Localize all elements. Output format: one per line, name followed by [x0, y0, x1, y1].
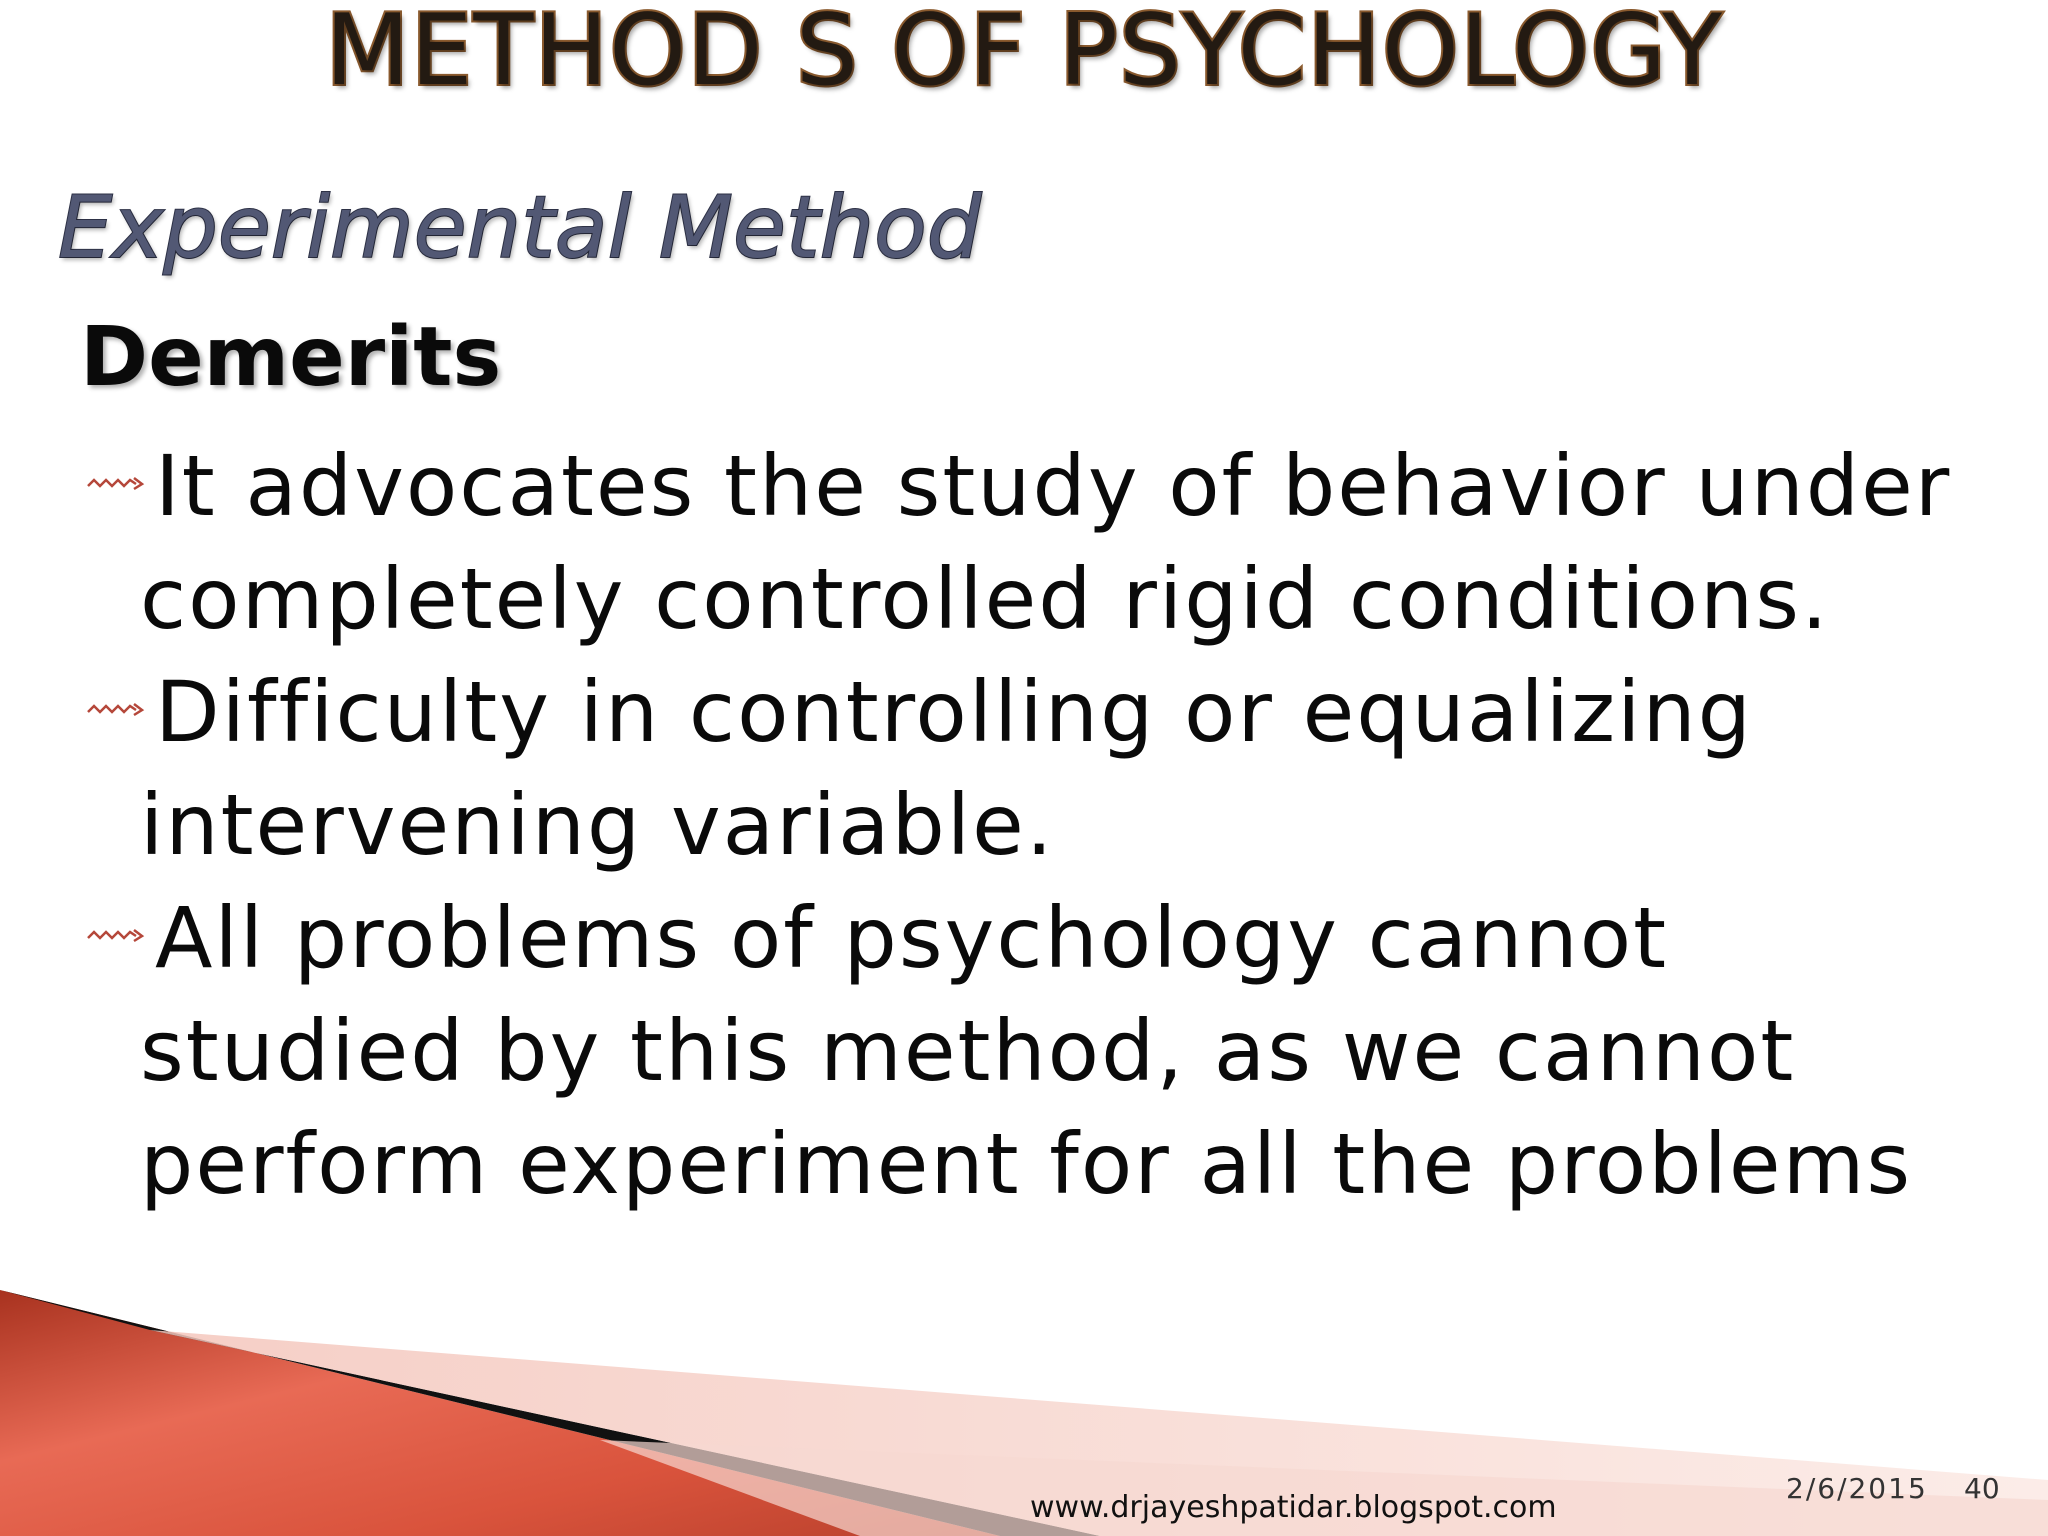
bullet-item: [0, 656, 2048, 882]
squiggle-arrow-icon: [86, 694, 148, 724]
bullet-text-line: All problems of psychology cannot: [155, 889, 1669, 987]
bullet-item: [0, 430, 2048, 656]
slide-subtitle: Experimental Method: [58, 178, 982, 278]
bullet-text-line: It advocates the study of behavior under: [155, 437, 1952, 535]
bullet-text-line: studied by this method, as we cannot: [140, 1002, 1796, 1100]
footer-decoration: [0, 1290, 2048, 1536]
slide-title: METHOD S OF PSYCHOLOGY: [324, 0, 1724, 108]
bullet-text-line: intervening variable.: [140, 776, 1055, 874]
squiggle-arrow-icon: [86, 468, 148, 498]
bullet-item: [0, 882, 2048, 1221]
section-heading: Demerits: [80, 310, 502, 405]
page-number: 40: [1964, 1472, 2000, 1505]
bullet-text-line: Difficulty in controlling or equalizing: [155, 663, 1753, 761]
footer-date: 2/6/2015: [1786, 1472, 1928, 1505]
footer-url[interactable]: www.drjayeshpatidar.blogspot.com: [1030, 1490, 1557, 1525]
squiggle-arrow-icon: [86, 920, 148, 950]
bullet-text-line: perform experiment for all the problems: [140, 1115, 1913, 1213]
bullet-list: [0, 430, 2048, 1221]
bullet-text-line: completely controlled rigid conditions.: [140, 550, 1830, 648]
